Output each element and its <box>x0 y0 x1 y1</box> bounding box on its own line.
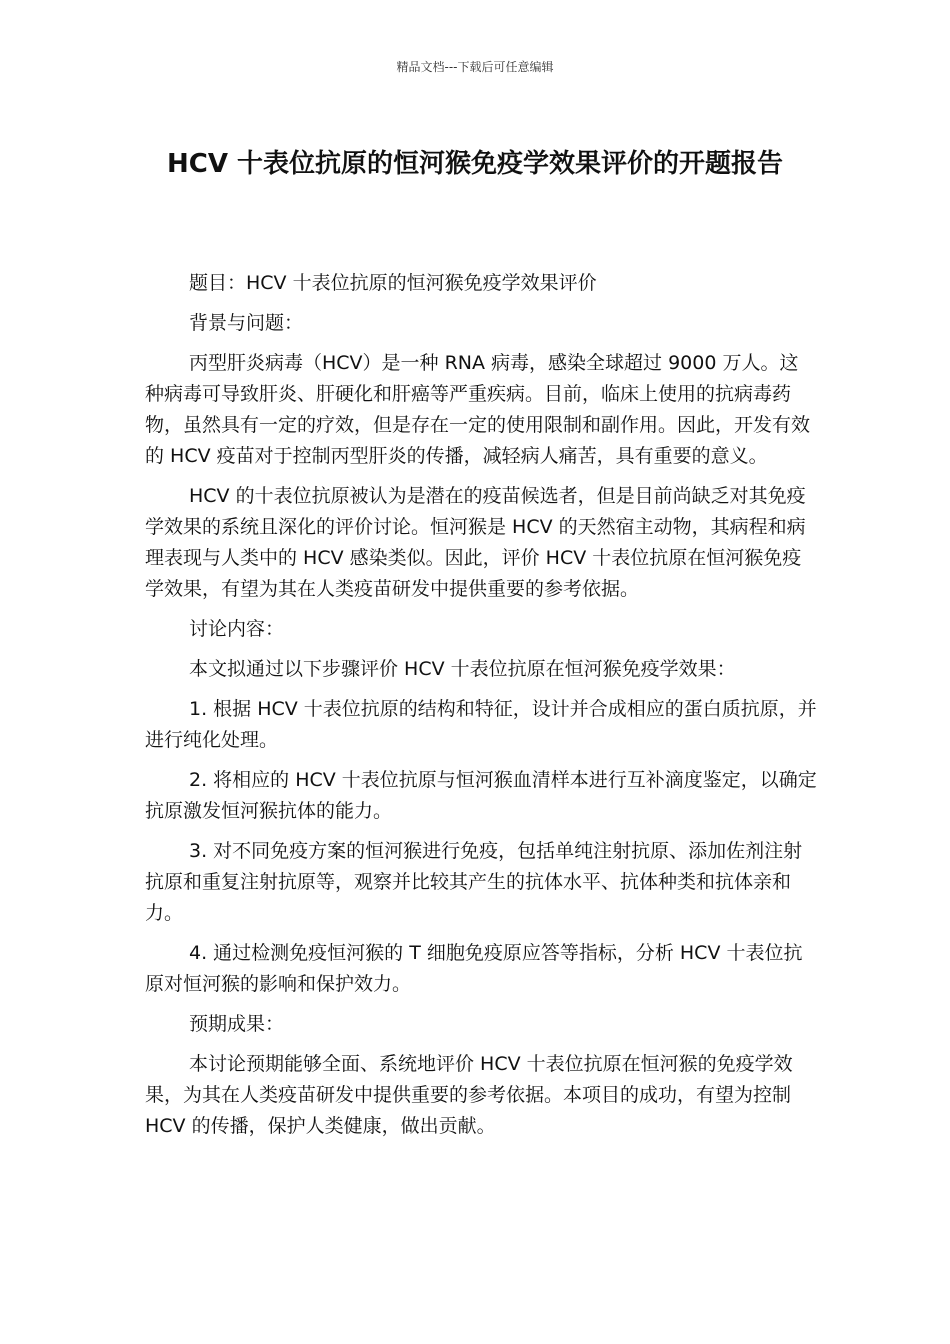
section-heading-background: 背景与问题： <box>189 312 304 334</box>
body-paragraph: HCV 的十表位抗原被认为是潜在的疫苗候选者，但是目前尚缺乏对其免疫学效果的系统且深化的评价讨论。恒河猴是 HCV 的天然宿主动物，其病程和病理表现与人类中的 HCV 感染类似。因此，评价 HCV 十表位抗原在恒河猴免疫学效果，有望为其在人类疫苗研发中提供重要的参考依据。 <box>145 485 806 600</box>
step-item: 4. 通过检测免疫恒河猴的 T 细胞免疫原应答等指标，分析 HCV 十表位抗原对恒河猴的影响和保护效力。 <box>145 942 803 995</box>
topic-line: 题目：HCV 十表位抗原的恒河猴免疫学效果评价 <box>189 272 597 294</box>
body-paragraph: 丙型肝炎病毒（HCV）是一种 RNA 病毒，感染全球超过 9000 万人。这种病毒可导致肝炎、肝硬化和肝癌等严重疾病。目前，临床上使用的抗病毒药物，虽然具有一定的疗效，但是存在一定的使用限制和副作用。因此，开发有效的 HCV 疫苗对于控制丙型肝炎的传播，减轻病人痛苦，具有重要的意义。 <box>145 352 811 467</box>
step-item: 2. 将相应的 HCV 十表位抗原与恒河猴血清样本进行互补滴度鉴定，以确定抗原激发恒河猴抗体的能力。 <box>145 769 817 822</box>
section-heading-discussion: 讨论内容： <box>189 618 285 640</box>
document-body <box>145 268 817 1151</box>
header-note: 精品文档---下载后可任意编辑 <box>396 60 554 74</box>
step-item: 3. 对不同免疫方案的恒河猴进行免疫，包括单纯注射抗原、添加佐剂注射抗原和重复注射抗原等，观察并比较其产生的抗体水平、抗体种类和抗体亲和力。 <box>145 840 803 924</box>
body-paragraph: 本文拟通过以下步骤评价 HCV 十表位抗原在恒河猴免疫学效果： <box>189 658 736 680</box>
step-item: 1. 根据 HCV 十表位抗原的结构和特征，设计并合成相应的蛋白质抗原，并进行纯化处理。 <box>145 698 817 751</box>
document-title: HCV 十表位抗原的恒河猴免疫学效果评价的开题报告 <box>166 149 783 179</box>
section-heading-outcomes: 预期成果： <box>189 1013 285 1035</box>
body-paragraph: 本讨论预期能够全面、系统地评价 HCV 十表位抗原在恒河猴的免疫学效果，为其在人类疫苗研发中提供重要的参考依据。本项目的成功，有望为控制 HCV 的传播，保护人类健康，做出贡献。 <box>145 1053 793 1137</box>
